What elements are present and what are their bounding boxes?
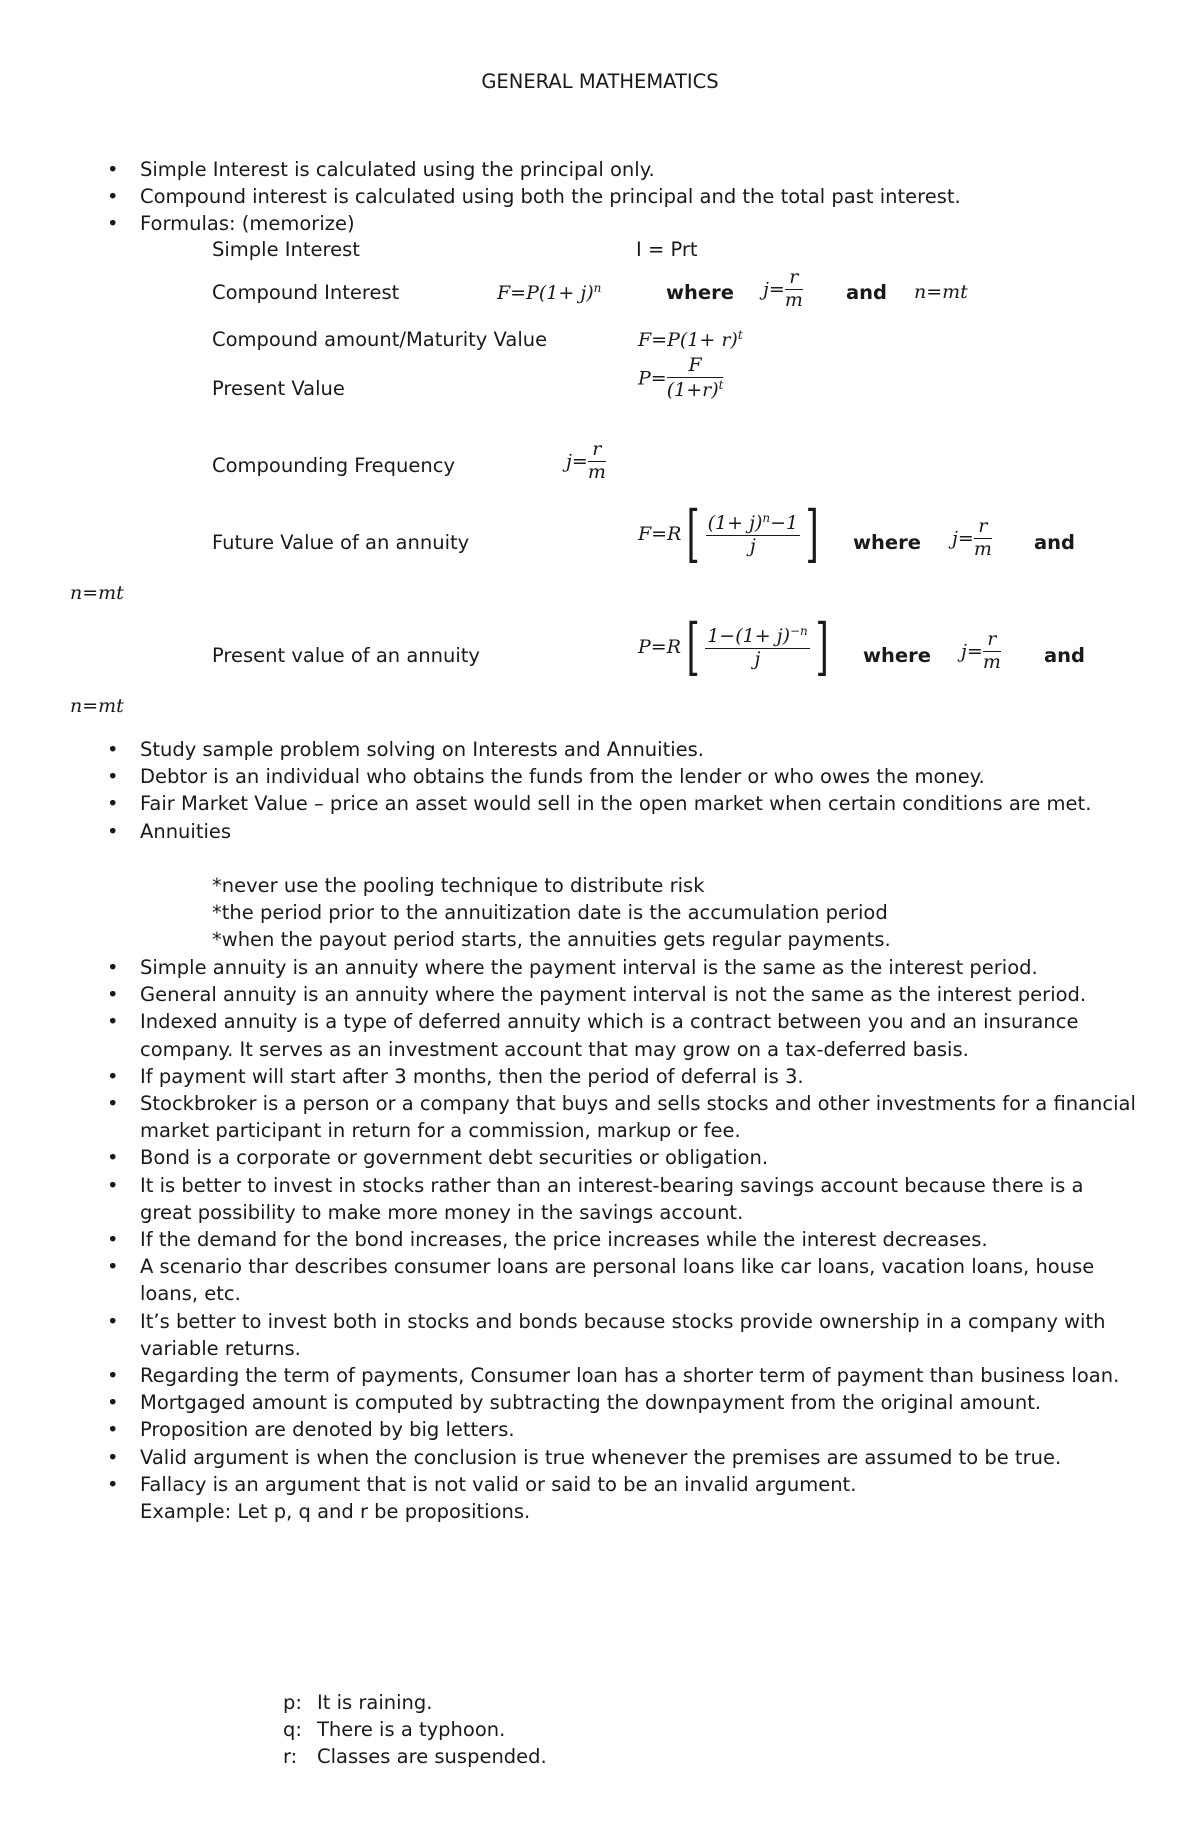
- annuity-note: *when the payout period starts, the annuities gets regular payments.: [212, 928, 891, 952]
- list-item: • If the demand for the bond increases, the price increases while the interest decreases.: [107, 1228, 988, 1252]
- list-item: • Proposition are denoted by big letters.: [107, 1418, 515, 1442]
- n-definition: n=mt: [70, 695, 124, 717]
- and-text: and: [1044, 644, 1085, 667]
- bullet-list-mid: [107, 736, 1137, 845]
- j-definition: j= $\frac{r}{m}$: [952, 515, 992, 560]
- compound-interest-label: Compound Interest: [212, 281, 400, 304]
- and-text: and: [846, 281, 887, 304]
- future-value-annuity-label: Future Value of an annuity: [212, 531, 470, 554]
- list-item: • Bond is a corporate or government debt securities or obligation.: [107, 1146, 769, 1170]
- list-item: • Fair Market Value – price an asset would sell in the open market when certain conditions are met.: [107, 792, 1092, 816]
- compound-amount-formula: $F=P(1+ r)^t$: [638, 328, 743, 351]
- where-text: where: [853, 531, 921, 554]
- j-definition: j= $\frac{r}{m}$: [763, 266, 803, 311]
- proposition-item: r: Classes are suspended.: [283, 1745, 547, 1769]
- bullet-list-top: [107, 156, 1137, 238]
- list-item: • Simple Interest is calculated using the principal only.: [107, 158, 655, 181]
- example-propositions: [283, 1689, 547, 1771]
- compound-amount-label: Compound amount/Maturity Value: [212, 328, 548, 351]
- compounding-frequency-label: Compounding Frequency: [212, 454, 456, 477]
- n-definition: n=mt: [70, 582, 124, 604]
- list-item: • A scenario thar describes consumer loans are personal loans like car loans, vacation loans, house loans, etc.: [107, 1255, 1095, 1306]
- present-value-formula: P= $\frac{F}{(1+r)^t}$: [638, 354, 724, 401]
- page-title: GENERAL MATHEMATICS: [481, 70, 719, 93]
- future-value-annuity-formula: F=R[ $\frac{(1+ j)^n-1}{j}$ ]: [638, 497, 819, 570]
- list-item: • It is better to invest in stocks rather than an interest-bearing savings account because there is a great possibility to make more money in the savings account.: [107, 1173, 1084, 1224]
- annuity-note: *never use the pooling technique to distribute risk: [212, 874, 705, 897]
- where-text: where: [666, 281, 734, 304]
- list-item: • It’s better to invest both in stocks and bonds because stocks provide ownership in a company with variable returns.: [107, 1309, 1106, 1360]
- present-value-label: Present Value: [212, 377, 345, 400]
- list-item: • Debtor is an individual who obtains the funds from the lender or who owes the money.: [107, 765, 985, 789]
- list-item: • Stockbroker is a person or a company that buys and sells stocks and other investments for a financial market participant in return for a commission, markup or fee.: [107, 1092, 1136, 1143]
- present-value-annuity-formula: P=R[ $\frac{1-(1+ j)^{-n}}{j}$ ]: [638, 610, 829, 683]
- list-item: • Fallacy is an argument that is not valid or said to be an invalid argument.: [107, 1472, 857, 1496]
- where-text: where: [863, 644, 931, 667]
- annuity-note: *the period prior to the annuitization date is the accumulation period: [212, 901, 888, 925]
- list-item: • Valid argument is when the conclusion is true whenever the premises are assumed to be true.: [107, 1445, 1062, 1469]
- annuity-notes: [212, 872, 891, 954]
- j-definition: j= $\frac{r}{m}$: [961, 628, 1001, 673]
- bullet-list-bottom: [107, 954, 1137, 1525]
- list-item: • Mortgaged amount is computed by subtracting the downpayment from the original amount.: [107, 1391, 1042, 1415]
- present-value-annuity-label: Present value of an annuity: [212, 644, 480, 667]
- and-text: and: [1034, 531, 1075, 554]
- list-item: • Regarding the term of payments, Consumer loan has a shorter term of payment than business loan.: [107, 1364, 1120, 1388]
- n-definition: n=mt: [914, 281, 968, 303]
- list-item: • Formulas: (memorize): [107, 212, 355, 236]
- simple-interest-formula: I = Prt: [636, 238, 698, 261]
- proposition-item: p: It is raining.: [283, 1691, 433, 1714]
- simple-interest-label: Simple Interest: [212, 238, 360, 261]
- list-item: • Simple annuity is an annuity where the payment interval is the same as the interest period.: [107, 956, 1038, 979]
- list-item: • General annuity is an annuity where the payment interval is not the same as the interest period.: [107, 983, 1087, 1007]
- proposition-item: q: There is a typhoon.: [283, 1718, 506, 1742]
- list-item: • Indexed annuity is a type of deferred annuity which is a contract between you and an insurance company. It serves as an investment account that may grow on a tax-deferred basis.: [107, 1010, 1079, 1061]
- list-item: • Compound interest is calculated using both the principal and the total past interest.: [107, 185, 961, 209]
- list-item: • Annuities: [107, 819, 232, 843]
- list-item: • If payment will start after 3 months, then the period of deferral is 3.: [107, 1064, 804, 1088]
- list-item: • Study sample problem solving on Interests and Annuities.: [107, 738, 705, 761]
- example-intro: Example: Let p, q and r be propositions.: [140, 1500, 531, 1524]
- compounding-frequency-formula: j= $\frac{r}{m}$: [566, 438, 606, 483]
- compound-interest-formula: $F=P(1+ j)^n$: [497, 281, 602, 304]
